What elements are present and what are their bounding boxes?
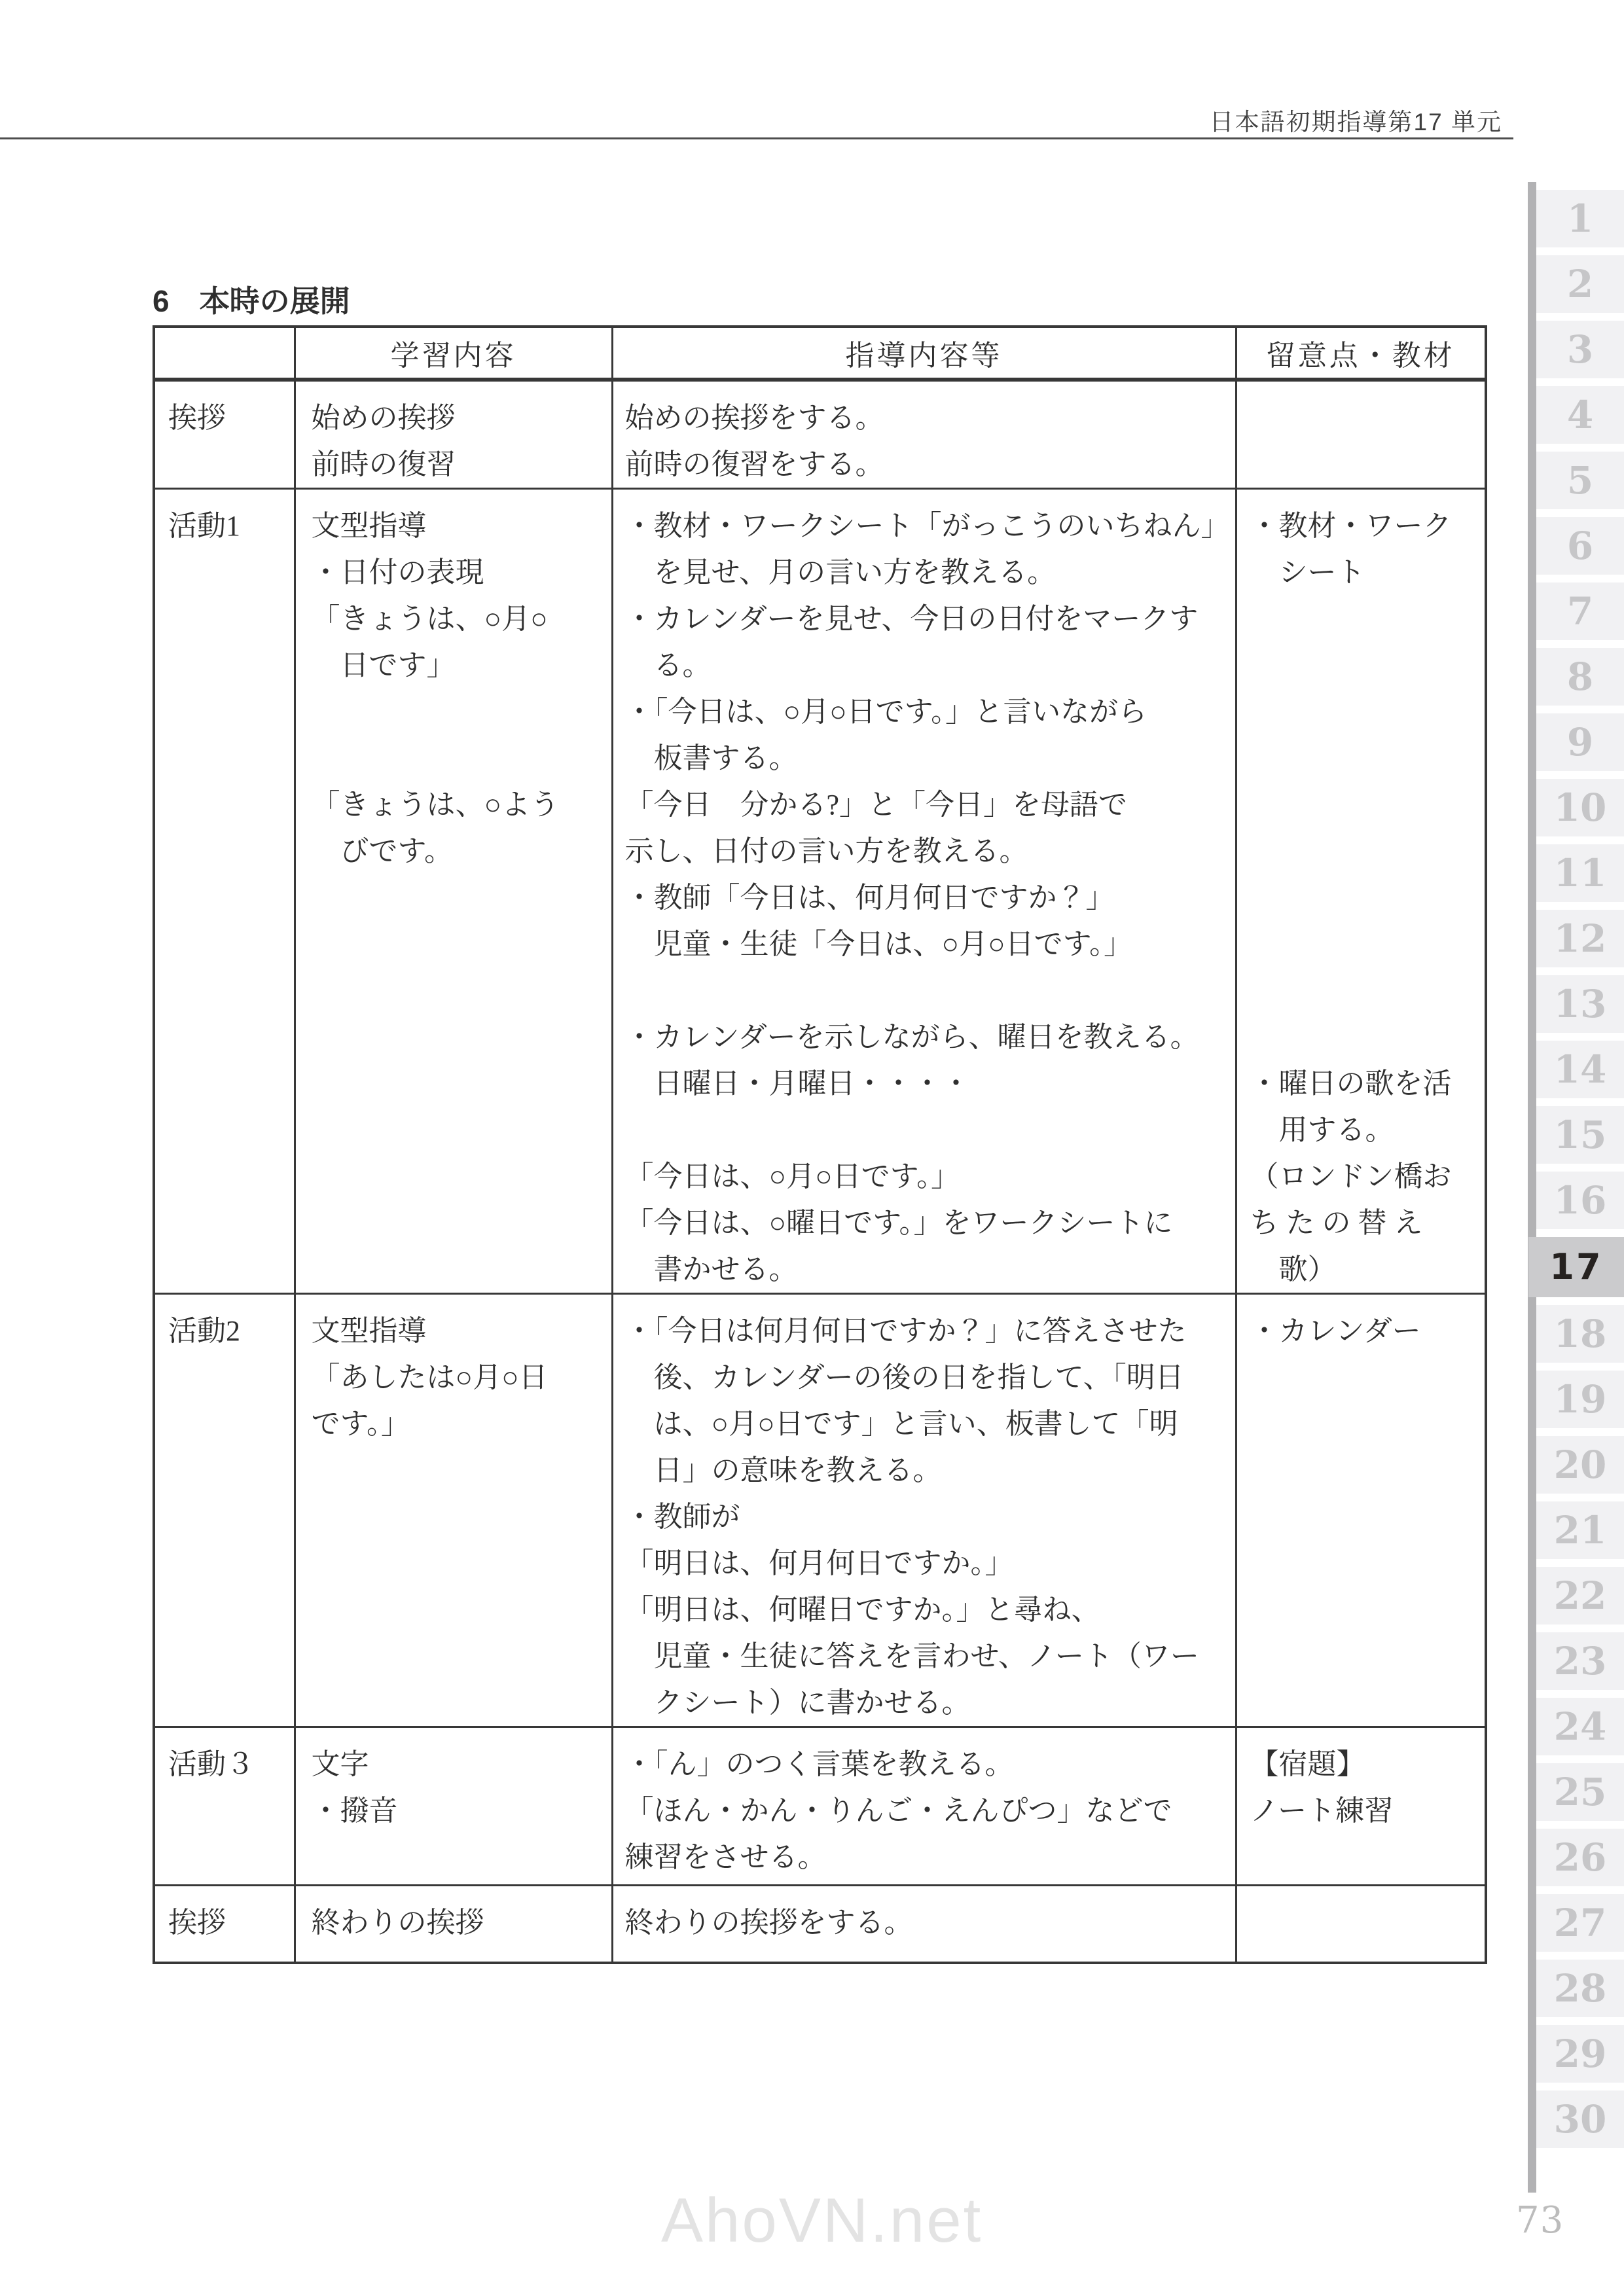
text-line: 「きょうは、○よう [311,789,560,821]
row-label-cell [154,1294,295,1727]
text-line: ノート練習 [1250,1795,1394,1827]
row-label-cell [154,1727,295,1886]
chapter-tab: 1 [1536,190,1624,247]
section-title: 6 本時の展開 [153,284,350,318]
text-line [1250,781,1484,828]
text-line [625,1107,1234,1153]
chapter-tab: 14 [1536,1041,1624,1098]
notes-materials-cell [1236,380,1486,489]
watermark: AhoVN.net [661,2185,983,2255]
text-line [1250,642,1484,689]
learning-content-cell [295,1727,612,1886]
header-cell-blank [154,327,295,380]
chapter-tab: 27 [1536,1894,1624,1952]
instruction-content-cell [612,1727,1236,1886]
chapter-tab: 29 [1536,2025,1624,2083]
text-line: 文字 [311,1748,369,1780]
notes-materials-cell [1236,1727,1486,1886]
notes-materials-cell [1236,1294,1486,1727]
text-line: 「あしたは○月○日 [311,1361,548,1393]
text-line: 「きょうは、○月○ [311,603,548,635]
text-line: は、○月○日です」と言い、板書して「明 [624,1408,1178,1440]
chapter-tab: 21 [1536,1501,1624,1559]
row-label-cell [154,1886,295,1963]
text-line: （ロンドン橋お [1250,1160,1452,1193]
table-row [154,380,1486,489]
text-line: 板書する。 [624,742,798,774]
text-line: ・カレンダーを示しながら、曜日を教える。 [624,1021,1199,1053]
chapter-tab: 24 [1536,1698,1624,1755]
chapter-tab: 15 [1536,1106,1624,1164]
header-divider [0,137,1513,139]
chapter-tab: 3 [1536,321,1624,378]
table-row [154,1294,1486,1727]
chapter-tab: 4 [1536,386,1624,444]
text-line: 始めの挨拶をする。 [624,402,884,434]
text-line: 書かせる。 [624,1253,798,1285]
chapter-tab: 9 [1536,713,1624,771]
running-header: 日本語初期指導第17 単元 [1209,109,1502,135]
text-line: ・教材・ワークシート「がっこうのいちねん」 [624,510,1230,542]
text-line: 始めの挨拶 [311,402,456,434]
chapter-tab: 13 [1536,975,1624,1033]
text-line [1250,1014,1484,1060]
text-line: 「今日は、○曜日です。」をワークシートに [624,1207,1173,1239]
text-line [1250,689,1484,735]
text-line: シート [1250,556,1365,588]
learning-content-cell [295,380,612,489]
text-line: 活動2 [168,1315,240,1347]
text-line: 終わりの挨拶をする。 [624,1907,913,1939]
chapter-tab: 18 [1536,1305,1624,1363]
row-label-cell [154,489,295,1294]
text-line: 日です」 [311,649,456,681]
chapter-tab-rail [1528,182,1536,2193]
text-line: 終わりの挨拶 [311,1907,484,1939]
text-line: 「今日は、○月○日です。」 [624,1160,960,1193]
notes-materials-cell [1236,1886,1486,1963]
text-line [1250,967,1484,1014]
notes-materials-cell [1236,489,1486,1294]
text-line: を見せ、月の言い方を教える。 [624,556,1056,588]
header-cell-instruction-content: 指導内容等 [612,327,1236,380]
chapter-tab: 11 [1536,844,1624,902]
text-line: 活動1 [168,510,240,542]
text-line: 【宿題】 [1250,1748,1365,1780]
text-line: 前時の復習をする。 [624,448,884,480]
text-line: 練習をさせる。 [624,1841,827,1873]
table-header-row [154,327,1486,380]
chapter-tab: 19 [1536,1371,1624,1428]
header-cell-learning-content: 学習内容 [295,327,612,380]
text-line [312,735,609,781]
text-line: ・教材・ワーク [1250,510,1452,542]
text-line: 児童・生徒「今日は、○月○日です。」 [624,928,1133,960]
text-line: 児童・生徒に答えを言わせ、ノート（ワー [624,1640,1199,1672]
text-line: る。 [624,649,712,681]
text-line: ち た の 替 え [1250,1207,1423,1239]
lesson-table-body [154,380,1486,1963]
text-line: 文型指導 [311,1315,427,1347]
text-line: 「明日は、何月何日ですか。」 [624,1547,1014,1579]
text-line: です。」 [311,1408,410,1440]
text-line: 日」の意味を教える。 [624,1454,942,1486]
text-line: ・「今日は、○月○日です。」と言いながら [624,696,1147,728]
chapter-tab: 25 [1536,1763,1624,1821]
text-line: 前時の復習 [311,448,456,480]
chapter-tab: 22 [1536,1567,1624,1624]
chapter-tab: 2 [1536,255,1624,313]
text-line [1250,596,1484,642]
chapter-tab: 20 [1536,1436,1624,1494]
text-line: 活動３ [168,1748,255,1780]
text-line: 挨拶 [168,402,226,434]
instruction-content-cell [612,1886,1236,1963]
text-line: ・教師「今日は、何月何日ですか？」 [624,882,1115,914]
text-line: ・曜日の歌を活 [1250,1067,1452,1100]
text-line: 「ほん・かん・りんご・えんぴつ」などで [624,1795,1172,1827]
text-line: ・撥音 [311,1795,398,1827]
text-line: 「明日は、何曜日ですか。」と尋ね、 [624,1594,1100,1626]
text-line: びです。 [311,835,453,867]
chapter-tab: 28 [1536,1960,1624,2017]
chapter-tab-current: 17 [1528,1237,1624,1297]
text-line [1250,735,1484,781]
instruction-content-cell [612,1294,1236,1727]
text-line [312,689,609,735]
chapter-tab: 6 [1536,517,1624,575]
chapter-tab: 16 [1536,1172,1624,1229]
text-line: 挨拶 [168,1907,226,1939]
text-line: ・「今日は何月何日ですか？」に答えさせた [624,1315,1187,1347]
chapter-tab: 10 [1536,779,1624,836]
text-line: 示し、日付の言い方を教える。 [624,835,1028,867]
text-line: ・「ん」のつく言葉を教える。 [624,1748,1014,1780]
chapter-tab: 23 [1536,1632,1624,1690]
learning-content-cell [295,1886,612,1963]
text-line: 歌） [1250,1253,1337,1285]
table-row [154,1727,1486,1886]
chapter-tab: 12 [1536,910,1624,967]
chapter-tab: 5 [1536,452,1624,509]
text-line: ・日付の表現 [311,556,484,588]
instruction-content-cell [612,489,1236,1294]
page-number: 73 [1516,2199,1564,2242]
chapter-tab: 30 [1536,2090,1624,2148]
chapter-tab: 8 [1536,648,1624,706]
text-line: 用する。 [1250,1114,1394,1146]
learning-content-cell [295,1294,612,1727]
learning-content-cell [295,489,612,1294]
text-line [1250,874,1484,921]
chapter-tab: 7 [1536,583,1624,640]
text-line: 日曜日・月曜日・・・・ [624,1067,971,1100]
header-cell-notes-materials: 留意点・教材 [1236,327,1486,380]
text-line: ・カレンダーを見せ、今日の日付をマークす [624,603,1199,635]
text-line: ・カレンダー [1250,1315,1421,1347]
lesson-plan-table [153,325,1487,1964]
text-line: クシート）に書かせる。 [624,1687,971,1719]
row-label-cell [154,380,295,489]
text-line: 後、カレンダーの後の日を指して、「明日 [624,1361,1184,1393]
table-row [154,489,1486,1294]
text-line [1250,921,1484,967]
table-row [154,1886,1486,1963]
text-line [625,967,1234,1014]
text-line: ・教師が [624,1501,740,1533]
text-line: 文型指導 [311,510,427,542]
chapter-tab-list [1536,190,1624,2156]
instruction-content-cell [612,380,1236,489]
text-line: 「今日 分かる?」と「今日」を母語で [624,789,1128,821]
text-line [1250,828,1484,874]
chapter-tab: 26 [1536,1829,1624,1886]
